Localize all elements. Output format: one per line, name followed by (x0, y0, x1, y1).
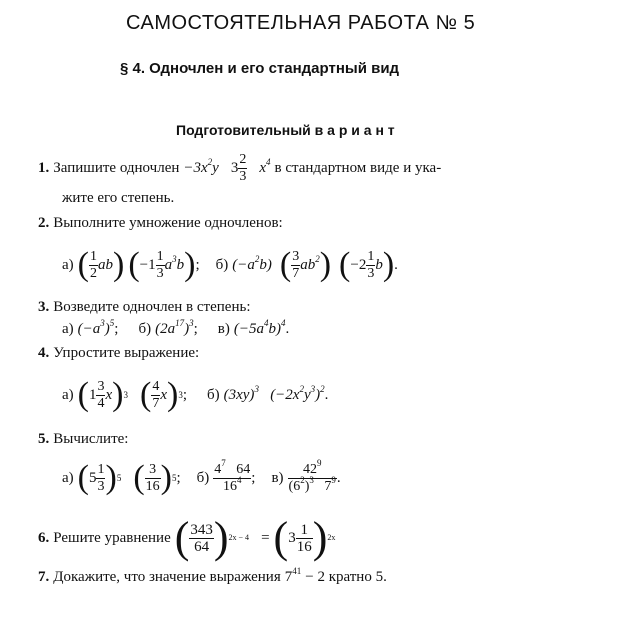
task-text: Упростите выражение: (53, 344, 200, 361)
mixed-number: 3 (230, 159, 239, 176)
task-7 (38, 565, 387, 586)
task-number: 2. (38, 214, 50, 231)
task-3-expressions: а) $(-a^3)^5$ ; б) $(2a^{17})^3$ ; в) $(-5a^4b)^4$ . (62, 317, 290, 337)
task-text: − 2 кратно 5. (305, 568, 387, 585)
fraction: $\frac{2}{3}$ (239, 151, 247, 184)
task-6: 6. Решите уравнение ( $\frac{343}{64}$ ) 2x − 4 = ( 3 $\frac{1}{16}$ ) 2x (38, 513, 336, 562)
task-2 (38, 214, 283, 232)
task-1 (38, 150, 441, 186)
section-heading: § 4. Одночлен и его стандартный вид (120, 60, 400, 77)
task-5-expressions: а) ( 5 $\frac{1}{3}$ ) 5 ( $\frac{3}{16}$ ) 5 ; б) $\frac{4^7 64}{16^4}$ ; в) $\frac{42^9}{(6^2)^3 7^9}$ . (62, 457, 341, 496)
task-number: 4. (38, 344, 50, 361)
part-label: а) (62, 256, 74, 273)
power-expression: $7^{41}$ (284, 565, 302, 585)
task-4-expressions: а) ( 1 $\frac{3}{4}$ x ) 3 ( $\frac{4}{7}$ x ) 3 ; б) $(3xy)^3$ $(-2x^2y^3)^2$ . (62, 376, 329, 413)
task-text: Выполните умножение одночленов: (53, 214, 283, 231)
task-number: 7. (38, 568, 50, 585)
task-3 (38, 298, 250, 316)
task-number: 1. (38, 159, 50, 176)
task-text: в стандартном виде и ука- (274, 159, 442, 176)
variable: $x^4$ (259, 156, 271, 176)
task-text: Решите уравнение (53, 529, 171, 546)
task-4 (38, 344, 199, 362)
variant-heading: Подготовительный в а р и а н т (176, 122, 395, 138)
task-text-continued: жите его степень. (62, 190, 175, 206)
task-text: Вычислите: (53, 430, 129, 447)
task-2-expressions: а) ( $\frac{1}{2}$ ab ) ( −1 $\frac{1}{3}$ $a^3b$ ) ; б) $(-a^2b)$ ( $\frac{3}{7}$ $ab^2$ ) ( −2 $\frac{1}{3}$ b ) . (62, 246, 398, 283)
task-text: Запишите одночлен (53, 159, 180, 176)
task-5 (38, 430, 128, 448)
task-number: 3. (38, 298, 50, 315)
monomial: $-3x^2y$ (183, 156, 219, 176)
task-text: Докажите, что значение выражения (53, 568, 281, 585)
task-number: 5. (38, 430, 50, 447)
task-text: Возведите одночлен в степень: (53, 298, 251, 315)
task-number: 6. (38, 529, 50, 546)
part-label: б) (215, 256, 229, 273)
worksheet-title: САМОСТОЯТЕЛЬНАЯ РАБОТА № 5 (126, 12, 476, 34)
